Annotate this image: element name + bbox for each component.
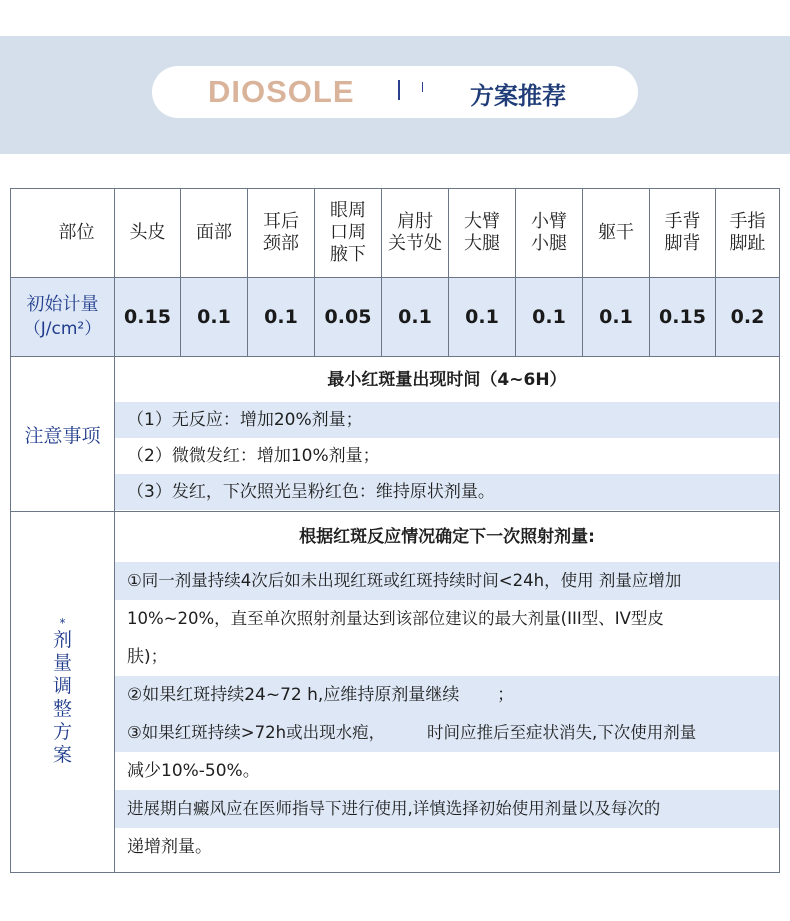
part-cell: 小臂 小腿 xyxy=(516,189,583,278)
notice-row xyxy=(11,357,780,512)
plan-label-text: 剂量调整方案 xyxy=(52,629,72,766)
part-cell: 大臂 大腿 xyxy=(449,189,516,278)
part-label: 部位 xyxy=(11,189,115,278)
part-cell: 面部 xyxy=(181,189,248,278)
notice-line: （1）无反应：增加20%剂量； xyxy=(115,402,779,438)
plan-label-star: * xyxy=(59,616,66,630)
plan-line: 减少10%-50%。 xyxy=(127,761,260,781)
separator-small xyxy=(422,82,423,92)
plan-label-cell xyxy=(11,512,115,873)
plan-line: 10%~20%，直至单次照射剂量达到该部位建议的最大剂量(III型、IV型皮 xyxy=(127,609,664,628)
dose-cell: 0.1 xyxy=(248,278,315,357)
dose-cell: 0.1 xyxy=(382,278,449,357)
header-pill xyxy=(152,66,638,118)
dose-cell: 0.1 xyxy=(583,278,650,357)
plan-label xyxy=(51,617,75,767)
part-cell: 手指 脚趾 xyxy=(716,189,780,278)
plan-line: 递增剂量。 xyxy=(127,837,212,857)
dose-row xyxy=(11,278,780,357)
page-title: 方案推荐 xyxy=(470,82,566,110)
part-cell: 躯干 xyxy=(583,189,650,278)
notice-title: 最小红斑量出现时间（4~6H） xyxy=(327,370,567,390)
dose-cell: 0.05 xyxy=(315,278,382,357)
notice-line: （2）微微发红：增加10%剂量； xyxy=(127,446,380,466)
parts-row xyxy=(11,189,780,278)
brand-logo: DIOSOLE xyxy=(208,74,355,109)
dose-cell: 0.1 xyxy=(516,278,583,357)
header-banner xyxy=(0,36,790,154)
plan-content xyxy=(115,512,780,873)
dose-cell: 0.15 xyxy=(650,278,716,357)
plan-title: 根据红斑反应情况确定下一次照射剂量: xyxy=(299,527,595,547)
plan-line: 肤)； xyxy=(127,647,168,667)
dosage-table xyxy=(10,188,780,873)
part-cell: 头皮 xyxy=(115,189,181,278)
notice-label: 注意事项 xyxy=(11,357,115,512)
dose-cell: 0.1 xyxy=(181,278,248,357)
separator xyxy=(398,80,400,100)
dose-label: 初始计量 xyxy=(26,294,99,315)
notice-line: （3）发红，下次照光呈粉红色：维持原状剂量。 xyxy=(115,474,779,510)
part-cell: 耳后 颈部 xyxy=(248,189,315,278)
dose-unit: （J/cm²） xyxy=(23,319,102,339)
plan-line: 进展期白癜风应在医师指导下进行使用,详慎选择初始使用剂量以及每次的 xyxy=(115,790,779,828)
plan-line: ①同一剂量持续4次后如未出现红斑或红斑持续时间<24h，使用 剂量应增加 xyxy=(115,562,779,600)
dose-cell: 0.1 xyxy=(449,278,516,357)
part-cell: 眼周 口周 腋下 xyxy=(315,189,382,278)
dose-cell: 0.15 xyxy=(115,278,181,357)
part-cell: 肩肘 关节处 xyxy=(382,189,449,278)
dose-cell: 0.2 xyxy=(716,278,780,357)
notice-content xyxy=(115,357,780,512)
plan-line: ③如果红斑持续>72h或出现水疱， 时间应推后至症状消失,下次使用剂量 xyxy=(115,714,779,752)
plan-line: ②如果红斑持续24~72 h,应维持原剂量继续 ； xyxy=(115,676,779,714)
part-cell: 手背 脚背 xyxy=(650,189,716,278)
plan-row xyxy=(11,512,780,873)
dose-label-cell xyxy=(11,278,115,357)
